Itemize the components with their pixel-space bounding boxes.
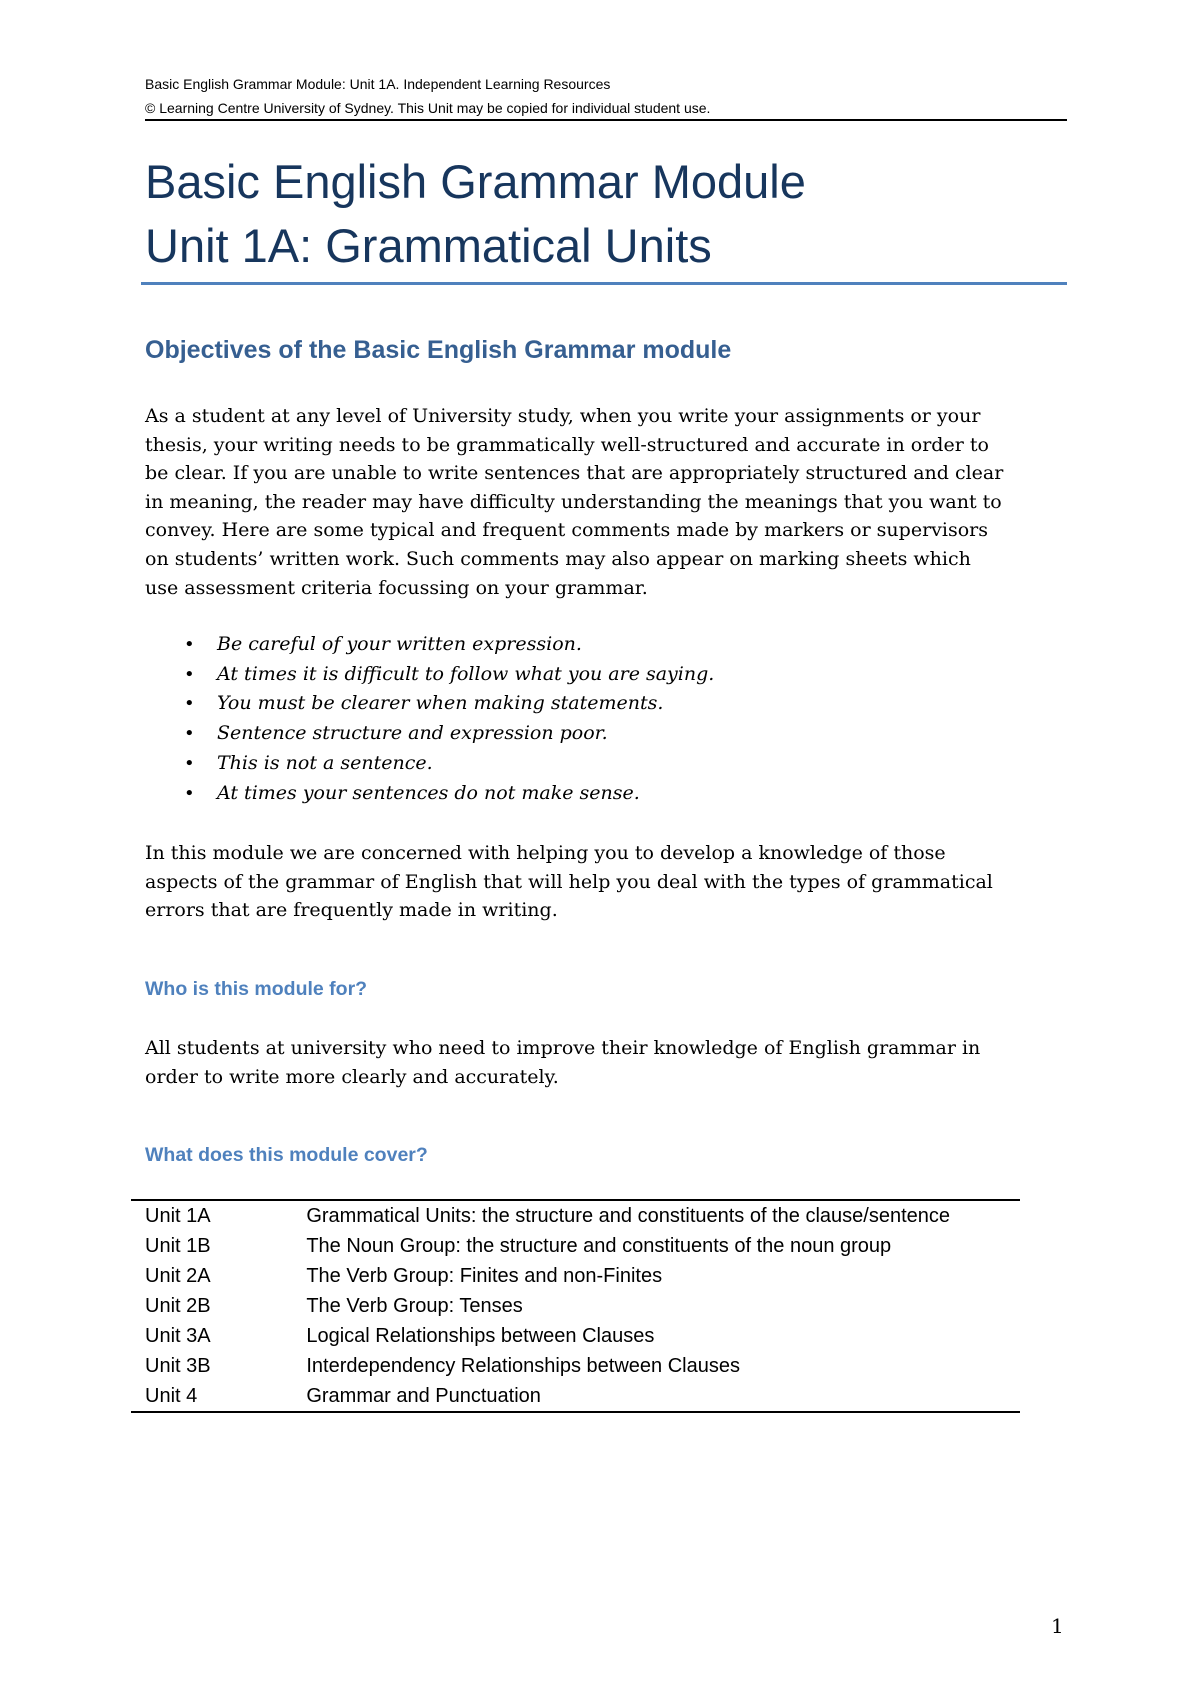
list-item	[145, 660, 1075, 690]
comment-text: Be careful of your written expression.	[217, 633, 582, 655]
unit-code: Unit 3B	[145, 1355, 211, 1377]
paragraph-line: errors that are frequently made in writing.	[145, 899, 558, 922]
bullet-icon: •	[184, 782, 195, 804]
paragraph-line: thesis, your writing needs to be grammatically well-structured and accurate in order to	[145, 433, 989, 456]
paragraph-line: use assessment criteria focussing on your grammar.	[145, 576, 648, 599]
paragraph-line: order to write more clearly and accurately.	[145, 1065, 559, 1088]
page-title-line-1: Basic English Grammar Module	[145, 155, 806, 208]
table-row	[131, 1381, 1020, 1412]
bullet-icon: •	[184, 663, 195, 685]
paragraph-line: As a student at any level of University study, when you write your assignments or your	[145, 405, 981, 427]
list-item	[145, 779, 1075, 809]
bullet-icon: •	[184, 693, 195, 715]
comment-text: You must be clearer when making statements.	[217, 692, 664, 715]
list-item	[145, 689, 1075, 719]
paragraph-line: In this module we are concerned with helping you to develop a knowledge of those	[145, 842, 946, 864]
objectives-heading: Objectives of the Basic English Grammar module	[145, 336, 732, 364]
bullet-icon: •	[184, 752, 195, 774]
unit-topic: Grammatical Units: the structure and constituents of the clause/sentence	[306, 1205, 950, 1227]
comment-text: Sentence structure and expression poor.	[217, 722, 608, 745]
paragraph-line: All students at university who need to improve their knowledge of English grammar in	[145, 1037, 981, 1059]
audience-paragraph	[145, 1034, 1075, 1091]
unit-table	[131, 1199, 1020, 1413]
objectives-intro-paragraph	[145, 402, 1075, 602]
unit-code: Unit 1B	[145, 1235, 211, 1257]
paragraph-line: be clear. If you are unable to write sentences that are appropriately structured and clear	[145, 462, 1004, 485]
unit-code: Unit 4	[145, 1385, 198, 1407]
comment-text: This is not a sentence.	[217, 751, 433, 774]
header-divider	[145, 119, 1067, 121]
unit-topic: Logical Relationships between Clauses	[306, 1325, 655, 1347]
title-divider	[141, 282, 1067, 285]
bullet-icon: •	[184, 634, 195, 655]
running-header-title: Basic English Grammar Module: Unit 1A. Independent Learning Resources	[145, 76, 611, 92]
unit-topic: Grammar and Punctuation	[306, 1385, 541, 1407]
page-title	[145, 150, 1067, 278]
list-item	[145, 749, 1075, 779]
table-row	[131, 1321, 1020, 1351]
page-title-line-2: Unit 1A: Grammatical Units	[145, 219, 712, 272]
comment-text: At times it is difficult to follow what you are saying.	[217, 662, 715, 685]
unit-code: Unit 2A	[145, 1265, 211, 1287]
running-header-copyright: © Learning Centre University of Sydney. This Unit may be copied for individual student use.	[145, 100, 711, 116]
table-row	[131, 1200, 1020, 1231]
list-item	[145, 719, 1075, 749]
unit-code: Unit 1A	[145, 1205, 211, 1227]
unit-topic: Interdependency Relationships between Clauses	[306, 1355, 740, 1377]
bullet-icon: •	[184, 723, 195, 745]
list-item	[145, 630, 1075, 660]
paragraph-line: on students’ written work. Such comments may also appear on marking sheets which	[145, 547, 971, 570]
table-row	[131, 1351, 1020, 1381]
unit-topic: The Verb Group: Finites and non-Finites	[306, 1265, 663, 1287]
coverage-heading: What does this module cover?	[145, 1144, 428, 1166]
table-row	[131, 1291, 1020, 1321]
paragraph-line: in meaning, the reader may have difficulty understanding the meanings that you want to	[145, 490, 1002, 513]
table-row	[131, 1261, 1020, 1291]
paragraph-line: convey. Here are some typical and frequent comments made by markers or supervisors	[145, 519, 988, 542]
comment-text: At times your sentences do not make sense.	[217, 781, 640, 804]
module-purpose-paragraph	[145, 839, 1075, 925]
audience-heading: Who is this module for?	[145, 978, 368, 1000]
table-row	[131, 1231, 1020, 1261]
page-number: 1	[1051, 1614, 1064, 1638]
unit-code: Unit 2B	[145, 1295, 211, 1317]
unit-topic: The Noun Group: the structure and constituents of the noun group	[306, 1235, 892, 1257]
unit-code: Unit 3A	[145, 1325, 211, 1347]
paragraph-line: aspects of the grammar of English that will help you deal with the types of grammatical	[145, 870, 993, 893]
running-header	[145, 72, 1067, 120]
marker-comments-list	[145, 630, 1075, 808]
unit-topic: The Verb Group: Tenses	[306, 1295, 523, 1317]
